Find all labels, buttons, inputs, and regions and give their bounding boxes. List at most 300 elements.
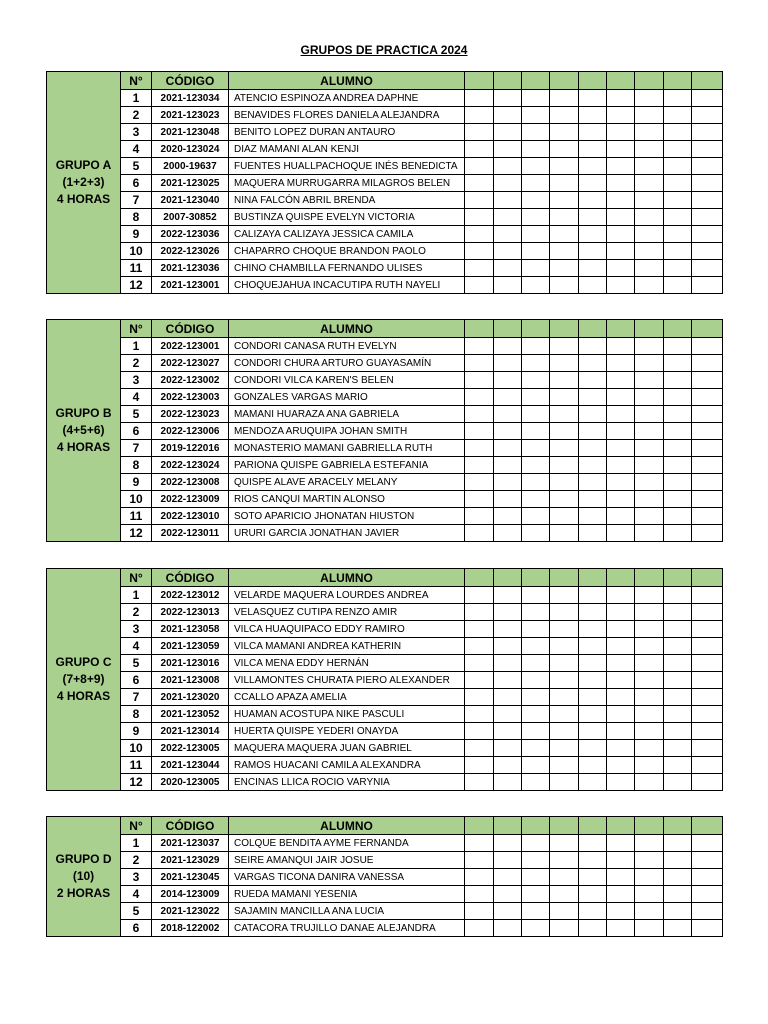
student-code: 2022-123009 <box>152 491 229 508</box>
blank-cell <box>607 457 635 474</box>
table-row <box>47 672 723 689</box>
row-number: 7 <box>121 440 152 457</box>
blank-cell <box>635 457 664 474</box>
blank-cell <box>550 757 579 774</box>
blank-cell <box>607 740 635 757</box>
header-blank-cell <box>494 320 522 338</box>
blank-cell <box>579 723 607 740</box>
table-row <box>47 141 723 158</box>
row-number: 12 <box>121 277 152 294</box>
header-blank-cell <box>522 569 550 587</box>
group-units: (1+2+3) <box>62 175 105 189</box>
blank-cell <box>692 869 723 886</box>
blank-cell <box>635 389 664 406</box>
row-number: 3 <box>121 372 152 389</box>
header-blank-cell <box>579 72 607 90</box>
student-name: MAQUERA MURRUGARRA MILAGROS BELEN <box>229 175 465 192</box>
blank-cell <box>550 525 579 542</box>
table-row <box>47 474 723 491</box>
blank-cell <box>607 423 635 440</box>
row-number: 3 <box>121 124 152 141</box>
blank-cell <box>579 903 607 920</box>
blank-cell <box>692 525 723 542</box>
group-name: GRUPO C <box>55 655 112 669</box>
blank-cell <box>579 672 607 689</box>
row-number: 6 <box>121 672 152 689</box>
table-row <box>47 277 723 294</box>
blank-cell <box>522 491 550 508</box>
blank-cell <box>494 525 522 542</box>
blank-cell <box>664 525 692 542</box>
blank-cell <box>692 835 723 852</box>
blank-cell <box>494 338 522 355</box>
table-row <box>47 903 723 920</box>
blank-cell <box>692 474 723 491</box>
table-row <box>47 525 723 542</box>
row-number: 9 <box>121 226 152 243</box>
blank-cell <box>494 277 522 294</box>
blank-cell <box>664 260 692 277</box>
row-number: 10 <box>121 491 152 508</box>
blank-cell <box>465 243 494 260</box>
blank-cell <box>607 124 635 141</box>
blank-cell <box>550 835 579 852</box>
student-code: 2022-123012 <box>152 587 229 604</box>
blank-cell <box>664 852 692 869</box>
blank-cell <box>607 192 635 209</box>
blank-cell <box>494 508 522 525</box>
blank-cell <box>664 277 692 294</box>
blank-cell <box>692 920 723 937</box>
blank-cell <box>607 209 635 226</box>
blank-cell <box>522 587 550 604</box>
student-name: HUERTA QUISPE YEDERI ONAYDA <box>229 723 465 740</box>
blank-cell <box>465 107 494 124</box>
blank-cell <box>607 372 635 389</box>
blank-cell <box>494 423 522 440</box>
header-blank-cell <box>635 569 664 587</box>
blank-cell <box>635 604 664 621</box>
blank-cell <box>692 158 723 175</box>
row-number: 5 <box>121 406 152 423</box>
student-code: 2022-123002 <box>152 372 229 389</box>
table-row <box>47 260 723 277</box>
student-code: 2022-123023 <box>152 406 229 423</box>
row-number: 6 <box>121 423 152 440</box>
blank-cell <box>692 757 723 774</box>
row-number: 2 <box>121 852 152 869</box>
blank-cell <box>664 638 692 655</box>
blank-cell <box>607 141 635 158</box>
blank-cell <box>550 355 579 372</box>
blank-cell <box>692 260 723 277</box>
blank-cell <box>692 723 723 740</box>
blank-cell <box>692 406 723 423</box>
row-number: 12 <box>121 774 152 791</box>
blank-cell <box>522 774 550 791</box>
blank-cell <box>465 90 494 107</box>
blank-cell <box>522 338 550 355</box>
blank-cell <box>579 158 607 175</box>
blank-cell <box>579 175 607 192</box>
student-name: RAMOS HUACANI CAMILA ALEXANDRA <box>229 757 465 774</box>
table-row <box>47 587 723 604</box>
header-blank-cell <box>522 320 550 338</box>
blank-cell <box>664 124 692 141</box>
student-name: RIOS CANQUI MARTIN ALONSO <box>229 491 465 508</box>
blank-cell <box>579 226 607 243</box>
blank-cell <box>550 243 579 260</box>
group-name: GRUPO D <box>55 852 112 866</box>
blank-cell <box>494 158 522 175</box>
blank-cell <box>607 672 635 689</box>
header-blank-cell <box>465 569 494 587</box>
blank-cell <box>550 209 579 226</box>
blank-cell <box>550 723 579 740</box>
student-code: 2021-123016 <box>152 655 229 672</box>
student-code: 2022-123003 <box>152 389 229 406</box>
blank-cell <box>664 192 692 209</box>
student-name: CCALLO APAZA AMELIA <box>229 689 465 706</box>
student-code: 2021-123048 <box>152 124 229 141</box>
row-number: 6 <box>121 175 152 192</box>
blank-cell <box>465 508 494 525</box>
student-name: NINA FALCÓN ABRIL BRENDA <box>229 192 465 209</box>
group-table-b <box>46 319 722 542</box>
blank-cell <box>664 706 692 723</box>
student-code: 2007-30852 <box>152 209 229 226</box>
row-number: 11 <box>121 508 152 525</box>
blank-cell <box>692 706 723 723</box>
header-blank-cell <box>607 72 635 90</box>
blank-cell <box>692 638 723 655</box>
blank-cell <box>635 757 664 774</box>
student-name: MAQUERA MAQUERA JUAN GABRIEL <box>229 740 465 757</box>
header-blank-cell <box>465 72 494 90</box>
blank-cell <box>550 655 579 672</box>
blank-cell <box>494 491 522 508</box>
blank-cell <box>494 175 522 192</box>
blank-cell <box>494 107 522 124</box>
student-code: 2000-19637 <box>152 158 229 175</box>
blank-cell <box>550 107 579 124</box>
blank-cell <box>522 689 550 706</box>
blank-cell <box>664 226 692 243</box>
blank-cell <box>522 621 550 638</box>
blank-cell <box>607 886 635 903</box>
blank-cell <box>579 124 607 141</box>
blank-cell <box>692 457 723 474</box>
blank-cell <box>607 260 635 277</box>
blank-cell <box>465 372 494 389</box>
blank-cell <box>465 886 494 903</box>
blank-cell <box>607 525 635 542</box>
blank-cell <box>635 141 664 158</box>
blank-cell <box>635 90 664 107</box>
blank-cell <box>550 869 579 886</box>
student-code: 2021-123059 <box>152 638 229 655</box>
blank-cell <box>664 740 692 757</box>
blank-cell <box>635 226 664 243</box>
blank-cell <box>579 440 607 457</box>
blank-cell <box>607 175 635 192</box>
blank-cell <box>607 338 635 355</box>
row-number: 1 <box>121 338 152 355</box>
students-table <box>46 816 723 937</box>
row-number: 4 <box>121 389 152 406</box>
header-student: ALUMNO <box>229 320 465 338</box>
blank-cell <box>664 406 692 423</box>
blank-cell <box>522 638 550 655</box>
student-code: 2021-123020 <box>152 689 229 706</box>
blank-cell <box>550 706 579 723</box>
blank-cell <box>692 604 723 621</box>
blank-cell <box>579 757 607 774</box>
blank-cell <box>494 672 522 689</box>
blank-cell <box>550 277 579 294</box>
header-blank-cell <box>607 320 635 338</box>
blank-cell <box>465 175 494 192</box>
student-code: 2022-123027 <box>152 355 229 372</box>
blank-cell <box>607 774 635 791</box>
header-blank-cell <box>522 72 550 90</box>
blank-cell <box>692 355 723 372</box>
table-row <box>47 440 723 457</box>
header-blank-cell <box>494 817 522 835</box>
table-row <box>47 226 723 243</box>
group-name: GRUPO A <box>55 158 112 172</box>
blank-cell <box>465 723 494 740</box>
blank-cell <box>635 474 664 491</box>
student-name: MAMANI HUARAZA ANA GABRIELA <box>229 406 465 423</box>
table-row <box>47 355 723 372</box>
blank-cell <box>635 920 664 937</box>
blank-cell <box>664 474 692 491</box>
blank-cell <box>607 723 635 740</box>
blank-cell <box>664 243 692 260</box>
blank-cell <box>692 423 723 440</box>
blank-cell <box>522 209 550 226</box>
header-blank-cell <box>607 569 635 587</box>
blank-cell <box>522 852 550 869</box>
group-label <box>47 569 121 791</box>
table-row <box>47 158 723 175</box>
blank-cell <box>692 277 723 294</box>
blank-cell <box>607 706 635 723</box>
header-blank-cell <box>465 817 494 835</box>
student-code: 2021-123036 <box>152 260 229 277</box>
blank-cell <box>635 869 664 886</box>
blank-cell <box>635 440 664 457</box>
blank-cell <box>465 757 494 774</box>
blank-cell <box>607 226 635 243</box>
blank-cell <box>579 852 607 869</box>
blank-cell <box>494 723 522 740</box>
student-name: HUAMAN ACOSTUPA NIKE PASCULI <box>229 706 465 723</box>
blank-cell <box>550 508 579 525</box>
student-code: 2022-123026 <box>152 243 229 260</box>
blank-cell <box>579 243 607 260</box>
blank-cell <box>494 457 522 474</box>
blank-cell <box>550 158 579 175</box>
blank-cell <box>692 886 723 903</box>
blank-cell <box>692 226 723 243</box>
blank-cell <box>522 260 550 277</box>
blank-cell <box>692 903 723 920</box>
blank-cell <box>664 604 692 621</box>
row-number: 11 <box>121 260 152 277</box>
blank-cell <box>607 638 635 655</box>
blank-cell <box>664 423 692 440</box>
blank-cell <box>550 672 579 689</box>
student-name: VILLAMONTES CHURATA PIERO ALEXANDER <box>229 672 465 689</box>
table-row <box>47 706 723 723</box>
blank-cell <box>494 226 522 243</box>
blank-cell <box>550 689 579 706</box>
blank-cell <box>522 90 550 107</box>
table-row <box>47 852 723 869</box>
group-hours: 4 HORAS <box>56 192 111 206</box>
student-code: 2014-123009 <box>152 886 229 903</box>
blank-cell <box>579 90 607 107</box>
header-blank-cell <box>664 569 692 587</box>
blank-cell <box>635 774 664 791</box>
student-name: SOTO APARICIO JHONATAN HIUSTON <box>229 508 465 525</box>
blank-cell <box>579 508 607 525</box>
blank-cell <box>579 621 607 638</box>
blank-cell <box>635 655 664 672</box>
blank-cell <box>494 260 522 277</box>
blank-cell <box>465 920 494 937</box>
blank-cell <box>635 406 664 423</box>
blank-cell <box>522 457 550 474</box>
blank-cell <box>494 869 522 886</box>
blank-cell <box>635 260 664 277</box>
blank-cell <box>664 869 692 886</box>
row-number: 2 <box>121 604 152 621</box>
blank-cell <box>635 852 664 869</box>
header-num: N° <box>121 320 152 338</box>
row-number: 5 <box>121 655 152 672</box>
blank-cell <box>607 406 635 423</box>
table-row <box>47 389 723 406</box>
blank-cell <box>607 107 635 124</box>
header-blank-cell <box>522 817 550 835</box>
blank-cell <box>579 774 607 791</box>
blank-cell <box>579 920 607 937</box>
blank-cell <box>522 406 550 423</box>
blank-cell <box>664 886 692 903</box>
blank-cell <box>494 740 522 757</box>
student-code: 2022-123013 <box>152 604 229 621</box>
group-name: GRUPO B <box>55 406 112 420</box>
blank-cell <box>465 440 494 457</box>
row-number: 7 <box>121 689 152 706</box>
blank-cell <box>465 474 494 491</box>
blank-cell <box>465 774 494 791</box>
blank-cell <box>550 604 579 621</box>
row-number: 3 <box>121 621 152 638</box>
blank-cell <box>550 372 579 389</box>
blank-cell <box>465 903 494 920</box>
table-header-row <box>47 72 723 90</box>
blank-cell <box>550 852 579 869</box>
group-hours: 2 HORAS <box>56 886 111 900</box>
blank-cell <box>664 107 692 124</box>
blank-cell <box>607 158 635 175</box>
blank-cell <box>579 587 607 604</box>
blank-cell <box>664 903 692 920</box>
student-name: CALIZAYA CALIZAYA JESSICA CAMILA <box>229 226 465 243</box>
header-num: N° <box>121 569 152 587</box>
blank-cell <box>664 209 692 226</box>
table-row <box>47 604 723 621</box>
table-row <box>47 757 723 774</box>
table-row <box>47 835 723 852</box>
blank-cell <box>579 355 607 372</box>
blank-cell <box>579 740 607 757</box>
student-code: 2021-123045 <box>152 869 229 886</box>
blank-cell <box>607 655 635 672</box>
group-units: (4+5+6) <box>62 423 105 437</box>
student-name: PARIONA QUISPE GABRIELA ESTEFANIA <box>229 457 465 474</box>
blank-cell <box>579 457 607 474</box>
group-hours: 4 HORAS <box>56 689 111 703</box>
student-code: 2019-122016 <box>152 440 229 457</box>
blank-cell <box>465 457 494 474</box>
student-code: 2021-123014 <box>152 723 229 740</box>
blank-cell <box>692 175 723 192</box>
student-name: CONDORI CANASA RUTH EVELYN <box>229 338 465 355</box>
blank-cell <box>522 141 550 158</box>
header-num: N° <box>121 817 152 835</box>
table-row <box>47 508 723 525</box>
blank-cell <box>607 689 635 706</box>
blank-cell <box>607 90 635 107</box>
row-number: 8 <box>121 457 152 474</box>
student-code: 2021-123029 <box>152 852 229 869</box>
row-number: 2 <box>121 355 152 372</box>
blank-cell <box>465 835 494 852</box>
blank-cell <box>607 277 635 294</box>
students-table <box>46 319 723 542</box>
blank-cell <box>494 903 522 920</box>
row-number: 1 <box>121 587 152 604</box>
header-blank-cell <box>550 569 579 587</box>
blank-cell <box>664 491 692 508</box>
blank-cell <box>579 423 607 440</box>
blank-cell <box>635 638 664 655</box>
blank-cell <box>522 389 550 406</box>
blank-cell <box>635 243 664 260</box>
group-table-c <box>46 568 722 791</box>
blank-cell <box>465 852 494 869</box>
blank-cell <box>494 774 522 791</box>
blank-cell <box>635 903 664 920</box>
blank-cell <box>522 107 550 124</box>
blank-cell <box>550 440 579 457</box>
student-code: 2021-123034 <box>152 90 229 107</box>
blank-cell <box>607 604 635 621</box>
group-units: (10) <box>72 869 95 883</box>
student-name: VELARDE MAQUERA LOURDES ANDREA <box>229 587 465 604</box>
table-row <box>47 423 723 440</box>
table-row <box>47 689 723 706</box>
header-blank-cell <box>579 817 607 835</box>
blank-cell <box>522 175 550 192</box>
blank-cell <box>494 474 522 491</box>
table-row <box>47 655 723 672</box>
